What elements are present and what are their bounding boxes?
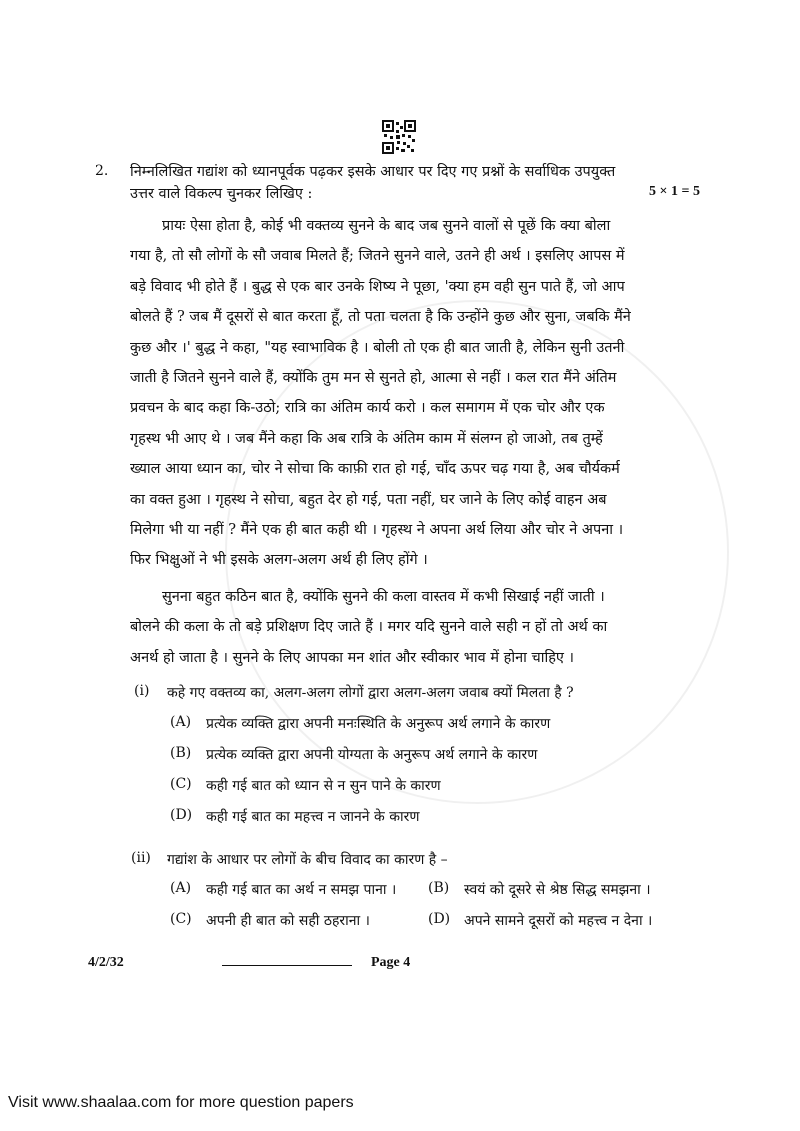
marks-allocation: 5 × 1 = 5 [649, 184, 700, 199]
sub-question-1-text: कहे गए वक्तव्य का, अलग-अलग लोगों द्वारा अलग-अलग जवाब क्यों मिलता है ? [167, 685, 574, 701]
footer-divider [222, 965, 352, 966]
passage-paragraph-2 [130, 582, 670, 673]
sub-question-2-text: गद्यांश के आधार पर लोगों के बीच विवाद का कारण है – [167, 852, 448, 868]
option-label: (C) [170, 911, 192, 927]
question-instruction-cont: उत्तर वाले विकल्प चुनकर लिखिए : [130, 186, 313, 202]
passage-line: मिलेगा भी या नहीं ? मैंने एक ही बात कही थी । गृहस्थ ने अपना अर्थ लिया और चोर ने अपना । [130, 522, 624, 539]
paper-code: 4/2/32 [88, 955, 124, 970]
passage-line: गृहस्थ भी आए थे । जब मैंने कहा कि अब रात्रि के अंतिम काम में संलग्न हो जाओ, तब तुम्हें [130, 430, 603, 447]
option-text: प्रत्येक व्यक्ति द्वारा अपनी योग्यता के अनुरूप अर्थ लगाने के कारण [206, 747, 538, 763]
qr-code-icon [382, 120, 416, 154]
passage-line: बोलने की कला के तो बड़े प्रशिक्षण दिए जाते हैं । मगर यदि सुनने वाले सही न हों तो अर्थ का [130, 619, 608, 636]
option-label: (C) [170, 776, 192, 792]
passage-line: प्रवचन के बाद कहा कि-उठो; रात्रि का अंतिम कार्य करो । कल समागम में एक चोर और एक [130, 400, 605, 417]
passage-line: ख्याल आया ध्यान का, चोर ने सोचा कि काफ़ी रात हो गई, चाँद ऊपर चढ़ गया है, अब चौर्यकर्म [130, 461, 620, 478]
site-note: Visit www.shaalaa.com for more question papers [8, 1094, 354, 1111]
option-text: अपने सामने दूसरों को महत्त्व न देना । [464, 913, 653, 929]
passage-line: फिर भिक्षुओं ने भी इसके अलग-अलग अर्थ ही लिए होंगे । [130, 552, 428, 569]
passage-paragraph-1 [130, 211, 670, 576]
passage-line: प्रायः ऐसा होता है, कोई भी वक्तव्य सुनने के बाद जब सुनने वालों से पूछें कि क्या बोला [162, 218, 611, 234]
passage-line: गया है, तो सौ लोगों के सौ जवाब मिलते हैं; जितने सुनने वाले, उतने ही अर्थ । इसलिए आपस में [130, 248, 625, 265]
passage-line: कुछ और ।' बुद्ध ने कहा, "यह स्वाभाविक है । बोली तो एक ही बात जाती है, लेकिन सुनी उतनी [130, 339, 625, 356]
option-text: कही गई बात का अर्थ न समझ पाना । [206, 882, 397, 898]
option-text: प्रत्येक व्यक्ति द्वारा अपनी मनःस्थिति के अनुरूप अर्थ लगाने के कारण [206, 716, 551, 732]
passage-line: जाती है जितने सुनने वाले हैं, क्योंकि तुम मन से सुनते हो, आत्मा से नहीं । कल रात मैंने अंतिम [130, 370, 617, 387]
page-number: Page 4 [371, 955, 411, 970]
option-text: कही गई बात का महत्त्व न जानने के कारण [206, 809, 420, 825]
option-text: अपनी ही बात को सही ठहराना । [206, 913, 370, 929]
passage-line: बोलते हैं ? जब मैं दूसरों से बात करता हूँ, तो पता चलता है कि उन्होंने कुछ और सुना, जबकि मैंने [130, 309, 631, 326]
option-label: (B) [170, 745, 192, 761]
sub-question-1-label: (i) [134, 683, 150, 699]
passage-line: बड़े विवाद भी होते हैं । बुद्ध से एक बार उनके शिष्य ने पूछा, 'क्या हम वही सुन पाते हैं, जो आप [130, 278, 625, 295]
option-label: (D) [428, 911, 451, 927]
question-number: 2. [95, 163, 109, 179]
option-text: कही गई बात को ध्यान से न सुन पाने के कारण [206, 778, 441, 794]
passage-line: सुनना बहुत कठिन बात है, क्योंकि सुनने की कला वास्तव में कभी सिखाई नहीं जाती । [162, 589, 605, 605]
option-label: (A) [170, 880, 192, 896]
question-instruction: निम्नलिखित गद्यांश को ध्यानपूर्वक पढ़कर इसके आधार पर दिए गए प्रश्नों के सर्वाधिक उपयुक्त [130, 164, 616, 180]
option-label: (A) [170, 714, 192, 730]
option-text: स्वयं को दूसरे से श्रेष्ठ सिद्ध समझना । [464, 882, 651, 898]
passage-line: का वक्त हुआ । गृहस्थ ने सोचा, बहुत देर हो गई, पता नहीं, घर जाने के लिए कोई वाहन अब [130, 491, 607, 508]
option-label: (B) [428, 880, 450, 896]
option-label: (D) [170, 807, 193, 823]
sub-question-2-label: (ii) [131, 850, 151, 866]
passage-line: अनर्थ हो जाता है । सुनने के लिए आपका मन शांत और स्वीकार भाव में होना चाहिए । [130, 649, 575, 666]
